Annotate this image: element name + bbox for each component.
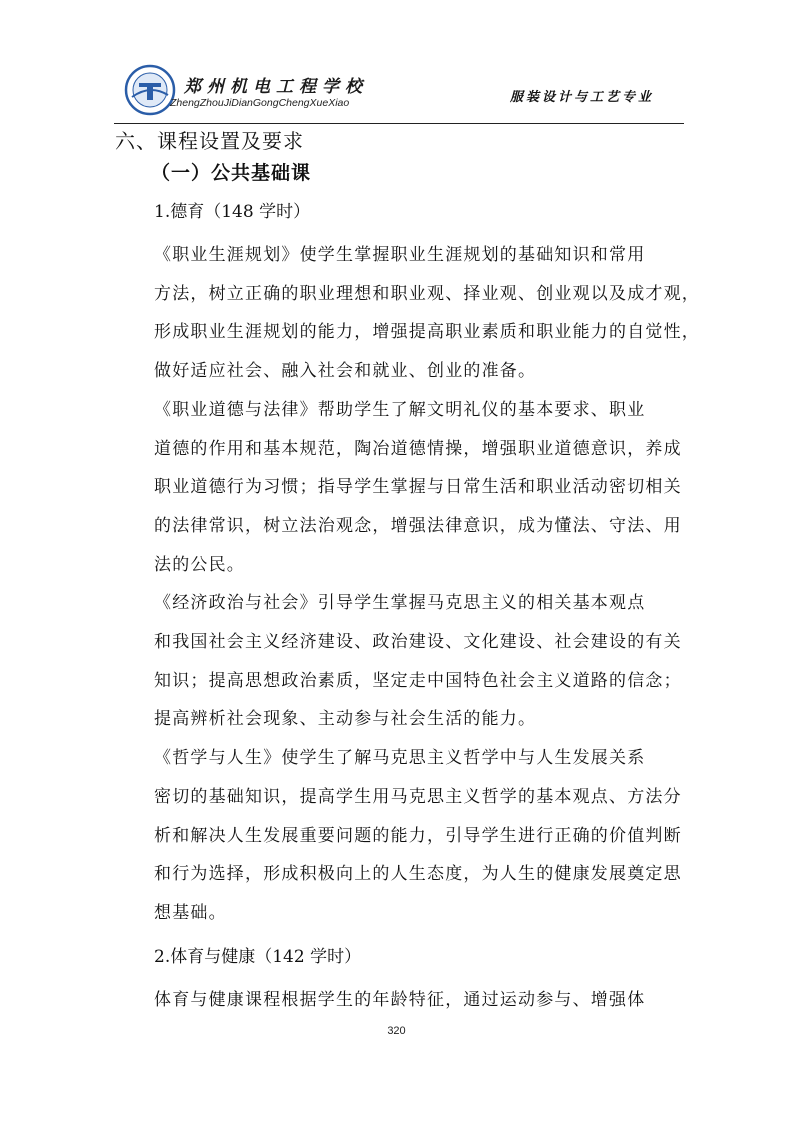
text-line: 《职业生涯规划》使学生掌握职业生涯规划的基础知识和常用 [154, 245, 646, 265]
page-header [114, 62, 684, 124]
text-line: 形成职业生涯规划的能力，增强提高职业素质和职业能力的自觉性， [154, 322, 700, 343]
text-line: 和我国社会主义经济建设、政治建设、文化建设、社会建设的有关 [154, 632, 682, 653]
course-heading-moral-education: 1.德育（148 学时） [154, 202, 311, 222]
text-line: 《哲学与人生》使学生了解马克思主义哲学中与人生发展关系 [154, 748, 646, 769]
paragraph-career-planning [115, 236, 700, 391]
paragraph-philosophy-life [115, 739, 685, 933]
school-name-cn: 郑州机电工程学校 [184, 77, 368, 97]
text-line: 《职业道德与法律》帮助学生了解文明礼仪的基本要求、职业 [154, 399, 646, 420]
text-line: 的法律常识，树立法治观念，增强法律意识，成为懂法、守法、用 [154, 515, 682, 536]
document-body [115, 124, 700, 1019]
text-line: 析和解决人生发展重要问题的能力，引导学生进行正确的价值判断 [154, 825, 682, 846]
text-line: 密切的基础知识，提高学生用马克思主义哲学的基本观点、方法分 [154, 786, 682, 807]
text-line: 做好适应社会、融入社会和就业、创业的准备。 [154, 361, 537, 382]
text-line: 道德的作用和基本规范，陶冶道德情操，增强职业道德意识，养成 [154, 438, 682, 459]
text-line: 知识；提高思想政治素质，坚定走中国特色社会主义道路的信念； [154, 670, 682, 691]
paragraph-ethics-and-law [115, 391, 685, 585]
text-line: 和行为选择，形成积极向上的人生态度，为人生的健康发展奠定思 [154, 864, 682, 885]
text-line: 方法，树立正确的职业理想和职业观、择业观、创业观以及成才观， [154, 283, 700, 304]
text-line: 《经济政治与社会》引导学生掌握马克思主义的相关基本观点 [154, 593, 646, 614]
school-logo-icon [124, 64, 176, 116]
course-heading-physical-education: 2.体育与健康（142 学时） [154, 946, 362, 967]
major-name: 服装设计与工艺专业 [509, 90, 654, 105]
section-title: 六、课程设置及要求 [115, 129, 304, 153]
page-number: 320 [387, 1025, 406, 1037]
school-name-en: ZhengZhouJiDianGongChengXueXiao [170, 97, 350, 109]
text-line: 职业道德行为习惯；指导学生掌握与日常生活和职业活动密切相关 [154, 477, 682, 498]
paragraph-physical-education [115, 981, 685, 1020]
text-line: 体育与健康课程根据学生的年龄特征，通过运动参与、增强体 [154, 989, 646, 1010]
text-line: 提高辨析社会现象、主动参与社会生活的能力。 [154, 709, 537, 730]
paragraph-economics-politics [115, 584, 685, 739]
text-line: 想基础。 [154, 902, 227, 923]
text-line: 法的公民。 [154, 554, 245, 575]
section-subtitle: （一）公共基础课 [151, 162, 312, 184]
